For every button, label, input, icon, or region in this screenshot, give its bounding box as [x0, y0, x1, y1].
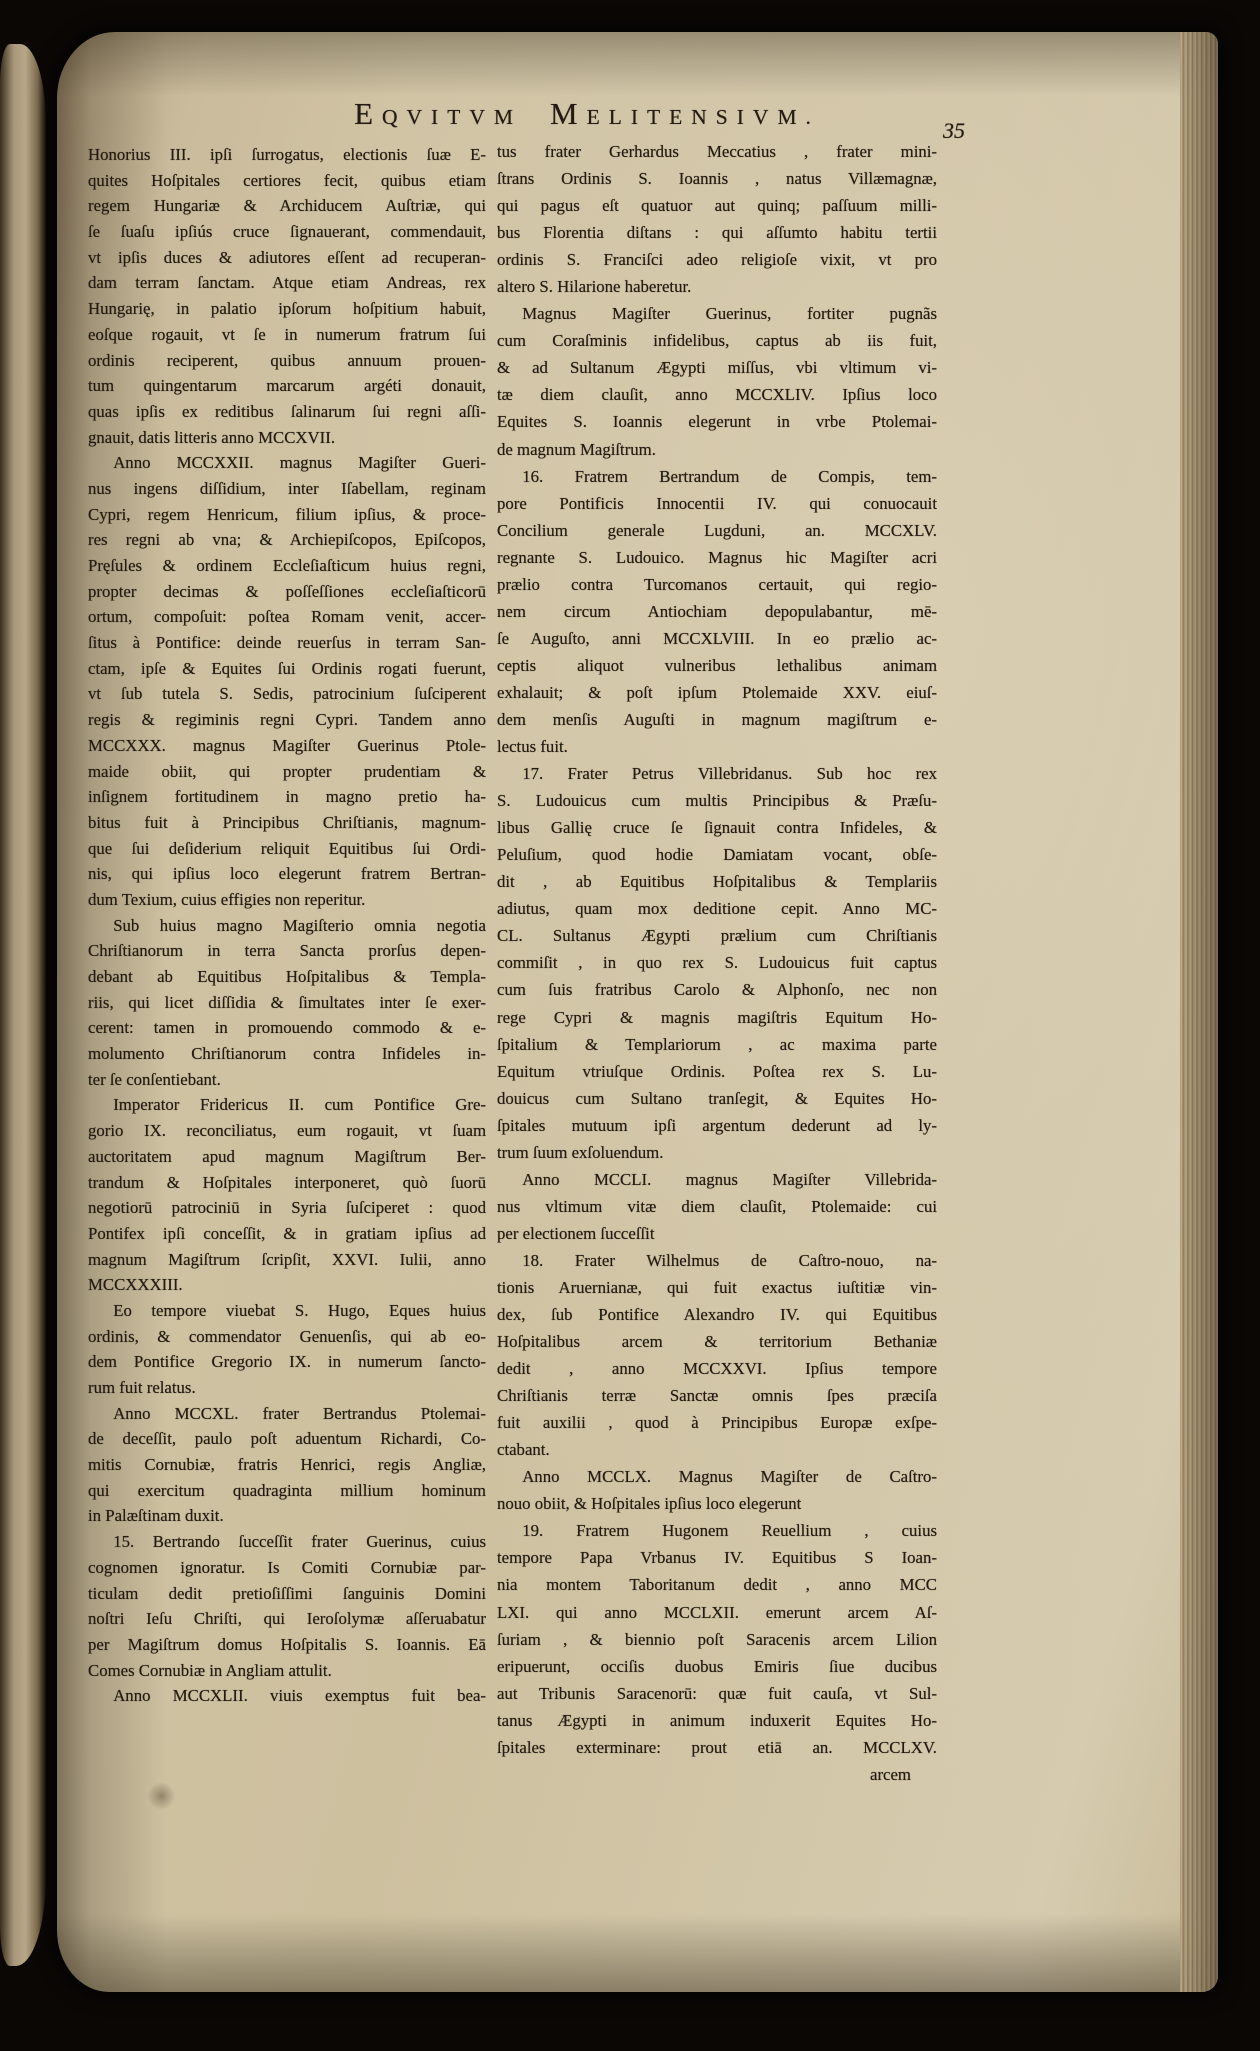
text-line: 19. Fratrem Hugonem Reuellium , cuius	[522, 1521, 937, 1541]
text-line: magnum Magiſtrum ſcripſit, XXVI. Iulii, anno	[88, 1249, 486, 1269]
text-line: maide obiit, qui propter prudentiam &	[88, 761, 486, 781]
text-line: bitus fuit à Principibus Chriſtianis, magnum-	[88, 812, 486, 832]
text-line: ſuriam , & biennio poſt Saracenis arcem Lilion	[497, 1629, 937, 1649]
text-line: Pręſules & ordinem Eccleſiaſticum huius regni,	[88, 556, 486, 575]
text-line: Hungarię, in palatio ipſorum hoſpitium habuit,	[88, 299, 486, 319]
text-line: tæ diem clauſit, anno MCCXLIV. Ipſius loco	[497, 385, 937, 405]
text-line: Hoſpitalibus arcem & territorium Bethaniæ	[497, 1332, 937, 1352]
opposite-page-edge	[0, 44, 46, 1966]
text-line: eoſque rogauit, vt ſe in numerum fratrum ſui	[88, 324, 486, 344]
text-line: ſe ſuaſu ipſiús cruce ſignauerant, commendauit,	[88, 222, 486, 242]
text-line: ctam, ipſe & Equites ſui Ordinis rogati fuerunt,	[88, 658, 486, 678]
text-line: ceptis aliquot vulneribus lethalibus animam	[497, 655, 937, 675]
text-line: MCCXXX. magnus Magiſter Guerinus Ptole-	[88, 735, 486, 755]
text-line: 18. Frater Wilhelmus de Caſtro-nouo, na-	[522, 1250, 937, 1270]
text-line: Eo tempore viuebat S. Hugo, Eques huius	[113, 1300, 486, 1320]
text-line: pore Pontificis Innocentii IV. qui conuocauit	[497, 493, 937, 513]
text-line: ordinis S. Franciſci adeo religioſe vixit, vt pro	[497, 250, 937, 270]
text-line: qui pagus eſt quatuor aut quinq; paſſuum milli-	[497, 196, 937, 216]
column-left	[88, 142, 486, 1709]
text-line: 17. Frater Petrus Villebridanus. Sub hoc rex	[522, 764, 937, 784]
text-line: de magnum Magiſtrum.	[497, 439, 656, 459]
text-line: per electionem ſucceſſit	[497, 1223, 655, 1243]
text-line: que ſui deſiderium reliquit Equitibus ſui Ordi-	[88, 838, 486, 858]
text-line: dam terram ſanctam. Atque etiam Andreas, rex	[88, 273, 486, 293]
text-line: dit , ab Equitibus Hoſpitalibus & Templariis	[497, 872, 937, 892]
text-line: bus Florentia diſtans : qui aſſumto habitu tertii	[497, 223, 937, 243]
text-line: ticulam dedit pretioſiſſimi ſanguinis Domini	[88, 1583, 486, 1603]
text-line: vt ipſis duces & adiutores eſſent ad recuperan-	[88, 247, 486, 267]
text-line: vt ſub tutela S. Sedis, patrocinium ſuſciperent	[88, 684, 486, 704]
text-line: ctabant.	[497, 1440, 550, 1460]
text-line: gnauit, datis litteris anno MCCXVII.	[88, 427, 336, 447]
text-line: prælio contra Turcomanos certauit, qui regio-	[497, 574, 937, 594]
fore-edge-page-stack	[1180, 32, 1218, 1992]
text-line: Pontifex ipſi conceſſit, & in gratiam ipſius ad	[88, 1223, 486, 1243]
text-line: exhalauit; & poſt ipſum Ptolemaide XXV. eiuſ-	[497, 682, 937, 702]
text-line: dex, ſub Pontifice Alexandro IV. qui Equitibus	[497, 1305, 937, 1325]
text-line: ordinis, & commendator Genuenſis, qui ab eo-	[88, 1326, 486, 1346]
text-line: libus Gallię cruce ſe ſignauit contra Infideles, &	[497, 818, 937, 838]
text-line: ſtrans Ordinis S. Ioannis , natus Villæmagnæ,	[497, 169, 937, 189]
text-line: Cypri, regem Henricum, filium ipſius, & proce-	[88, 504, 486, 524]
text-line: cognomen ignoratur. Is Comiti Cornubiæ par-	[88, 1557, 486, 1577]
text-line: tempore Papa Vrbanus IV. Equitibus S Ioan-	[497, 1548, 937, 1568]
text-line: Sub huius magno Magiſterio omnia negotia	[113, 915, 486, 935]
page-number: 35	[943, 118, 965, 143]
header-word: EQVITVM	[354, 96, 522, 131]
text-line: cerent: tamen in promouendo commodo & e-	[88, 1018, 486, 1038]
text-line: Chriſtianorum in terra Sancta prorſus depen-	[88, 941, 486, 961]
text-line: tionis Aruernianæ, qui fuit exactus iuſtitiæ vin-	[497, 1277, 937, 1297]
text-line: nia montem Taboritanum dedit , anno MCC	[497, 1575, 937, 1595]
text-line: inſignem fortitudinem in magno pretio ha-	[88, 787, 486, 807]
text-line: res regni ab vna; & Archiepiſcopos, Epiſcopos,	[88, 530, 486, 550]
text-line: commiſit , in quo rex S. Ludouicus fuit captus	[497, 953, 937, 973]
text-line: qui exercitum quadraginta millium hominum	[88, 1480, 486, 1500]
text-line: Equites S. Ioannis elegerunt in vrbe Ptolemai-	[497, 412, 937, 432]
text-line: dum Texium, cuius effigies non reperitur.	[88, 889, 366, 909]
text-line: fuit auxilii , quod à Principibus Europæ exſpe-	[497, 1413, 937, 1433]
text-line: nis, qui ipſius loco elegerunt fratrem Bertran-	[88, 864, 486, 884]
text-line: ter ſe conſentiebant.	[88, 1069, 221, 1089]
text-line: ſpitales exterminare: prout etiā an. MCCLXV.	[497, 1737, 937, 1757]
text-line: CL. Sultanus Ægypti prælium cum Chriſtianis	[497, 926, 937, 946]
text-line: de deceſſit, paulo poſt aduentum Richardi, Co-	[88, 1429, 486, 1449]
text-line: altero S. Hilarione haberetur.	[497, 277, 692, 297]
text-line: in Palæſtinam duxit.	[88, 1506, 224, 1526]
text-line: molumento Chriſtianorum contra Infideles in-	[88, 1044, 486, 1064]
text-line: mitis Cornubiæ, fratris Henrici, regis Angliæ,	[88, 1455, 486, 1475]
text-line: S. Ludouicus cum multis Principibus & Præſu-	[497, 791, 937, 811]
text-line: nus ingens diſſidium, inter Iſabellam, reginam	[88, 478, 486, 498]
text-line: rege Cypri & magnis magiſtris Equitum Ho-	[497, 1007, 937, 1027]
text-line: ſe Auguſto, anni MCCXLVIII. In eo prælio ac-	[497, 628, 937, 648]
text-line: nus vltimum vitæ diem clauſit, Ptolemaide: cui	[497, 1196, 937, 1216]
text-line: Peluſium, quod hodie Damiatam vocant, obſe-	[497, 845, 937, 865]
text-line: dedit , anno MCCXXVI. Ipſius tempore	[497, 1359, 937, 1379]
text-line: Anno MCCXXII. magnus Magiſter Gueri-	[113, 453, 486, 473]
header-word: MELITENSIVM.	[550, 96, 820, 131]
text-line: noſtri Ieſu Chriſti, qui Ieroſolymæ aſſeruabatur	[88, 1609, 486, 1629]
text-line: dem menſis Auguſti in magnum magiſtrum e-	[497, 709, 937, 729]
text-line: tum quingentarum marcarum argéti donauit,	[88, 376, 486, 396]
text-line: regis & regiminis regni Cypri. Tandem anno	[88, 710, 486, 730]
text-line: gorio IX. reconciliatus, eum rogauit, vt ſuam	[88, 1121, 486, 1141]
text-line: aut Tribunis Saracenorū: quæ fuit cauſa, vt Sul-	[497, 1683, 937, 1703]
text-line: auctoritatem apud magnum Magiſtrum Ber-	[88, 1146, 486, 1166]
text-line: ortum, compoſuit: poſtea Romam venit, accer-	[88, 607, 486, 627]
text-line: ſitus à Pontifice: deinde reuerſus in terram San-	[88, 633, 486, 653]
text-line: cum ſuis fratribus Carolo & Alphonſo, nec non	[497, 980, 937, 1000]
text-line: Anno MCCXLII. viuis exemptus fuit bea-	[113, 1686, 486, 1706]
text-line: Honorius III. ipſi ſurrogatus, electionis ſuæ E-	[88, 145, 486, 164]
text-line: Anno MCCLI. magnus Magiſter Villebrida-	[522, 1169, 937, 1189]
text-line: MCCXXXIII.	[88, 1275, 183, 1295]
text-line: per Magiſtrum domus Hoſpitalis S. Ioannis. Eā	[88, 1634, 486, 1654]
header-title	[117, 96, 1057, 132]
text-line: Concilium generale Lugduni, an. MCCXLV.	[497, 520, 937, 540]
text-line: Equitum vtriuſque Ordinis. Poſtea rex S. Lu-	[497, 1061, 937, 1081]
text-line: riis, qui licet diſſidia & ſimultates inter ſe exer-	[88, 992, 486, 1012]
text-line: adiutus, quam mox deditione cepit. Anno MC-	[497, 899, 937, 919]
text-line: regem Hungariæ & Archiducem Auſtriæ, qui	[88, 196, 486, 216]
text-line: & ad Sultanum Ægypti miſſus, vbi vltimum vi-	[497, 358, 937, 378]
text-line: LXI. qui anno MCCLXII. emerunt arcem Aſ-	[497, 1602, 937, 1622]
text-line: trandum & Hoſpitales interponeret, quò ſuorū	[88, 1172, 486, 1192]
text-line: ordinis reciperent, quibus annuum prouen-	[88, 350, 486, 370]
text-line: douicus cum Sultano tranſegit, & Equites Ho-	[497, 1088, 937, 1108]
text-line: eripuerunt, occiſis duobus Emiris ſiue ducibus	[497, 1656, 937, 1676]
text-line: ſpitalium & Templariorum , ac maxima parte	[497, 1034, 937, 1054]
text-line: Magnus Magiſter Guerinus, fortiter pugnãs	[522, 304, 937, 324]
text-line: quites Hoſpitales certiores fecit, quibus etiam	[88, 170, 486, 190]
catchword: arcem	[870, 1764, 911, 1784]
column-right	[497, 138, 937, 1788]
text-line: trum ſuum exſoluendum.	[497, 1142, 664, 1162]
text-line: quas ipſis ex reditibus ſalinarum ſui regni aſſi-	[88, 401, 486, 421]
text-line: nem circum Antiochiam depopulabantur, mē-	[497, 601, 937, 621]
text-line: debant ab Equitibus Hoſpitalibus & Templa-	[88, 967, 486, 986]
text-line: lectus fuit.	[497, 737, 568, 757]
text-line: nouo obiit, & Hoſpitales ipſius loco elegerunt	[497, 1494, 802, 1514]
book-page	[57, 32, 1218, 1992]
text-line: tanus Ægypti in animum induxerit Equites Ho-	[497, 1710, 937, 1730]
text-line: Anno MCCXL. frater Bertrandus Ptolemai-	[113, 1403, 486, 1423]
text-line: 15. Bertrando ſucceſſit frater Guerinus, cuius	[113, 1532, 486, 1552]
text-line: regnante S. Ludouico. Magnus hic Magiſter acri	[497, 547, 937, 567]
text-line: 16. Fratrem Bertrandum de Compis, tem-	[522, 466, 937, 486]
text-line: cum Coraſminis infidelibus, captus ab iis fuit,	[497, 331, 937, 351]
text-line: ſpitales mutuum ipſi argentum dederunt ad ly-	[497, 1115, 937, 1135]
text-line: Anno MCCLX. Magnus Magiſter de Caſtro-	[522, 1467, 937, 1487]
text-line: dem Pontifice Gregorio IX. in numerum ſancto-	[88, 1352, 486, 1372]
text-line: rum fuit relatus.	[88, 1378, 196, 1397]
text-line: tus frater Gerhardus Meccatius , frater mini-	[497, 142, 937, 161]
text-line: Imperator Fridericus II. cum Pontifice Gre-	[113, 1095, 486, 1115]
text-line: Comes Cornubiæ in Angliam attulit.	[88, 1660, 332, 1680]
text-line: propter decimas & poſſeſſiones eccleſiaſticorū	[88, 581, 486, 601]
text-line: negotiorū patrociniū in Syria ſuſciperet : quod	[88, 1198, 486, 1218]
text-line: Chriſtianis terræ Sanctæ omnis ſpes præciſa	[497, 1386, 937, 1406]
